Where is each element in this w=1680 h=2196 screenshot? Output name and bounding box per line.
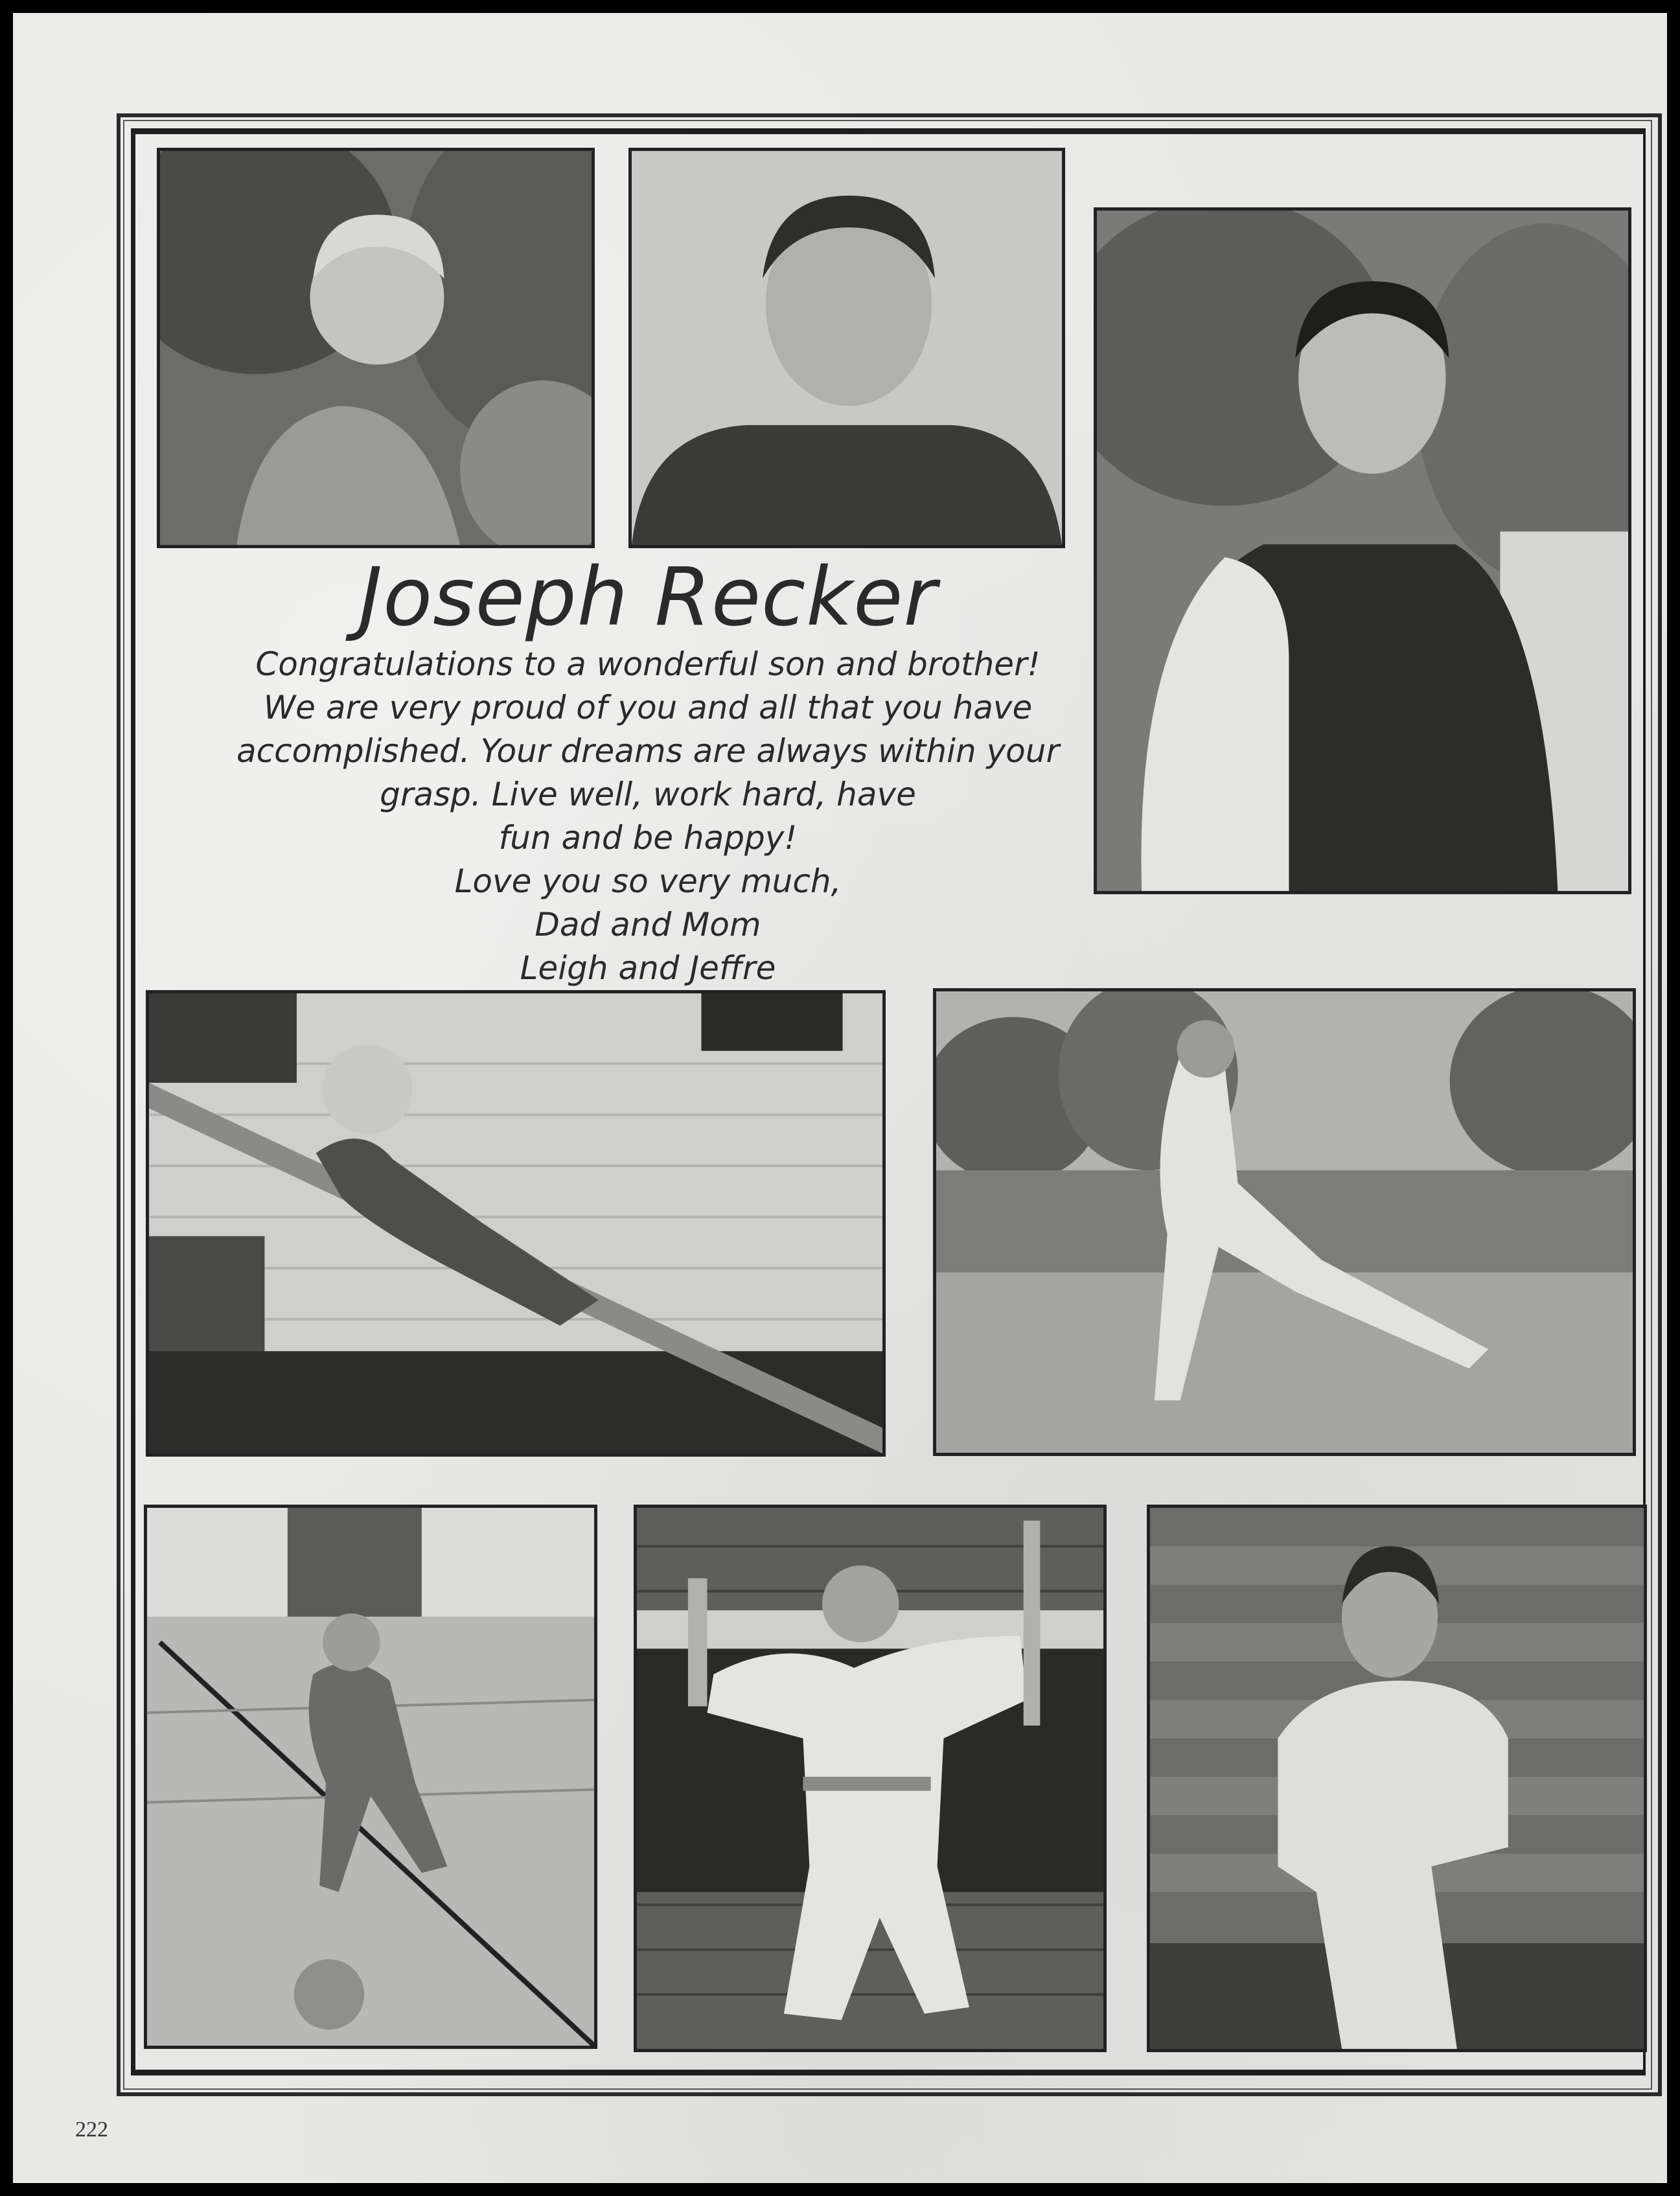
photo-letterman-jacket bbox=[1094, 207, 1631, 894]
yearbook-page bbox=[13, 13, 1667, 2183]
page-number: 222 bbox=[75, 2118, 108, 2142]
message-line: grasp. Live well, work hard, have bbox=[380, 776, 916, 813]
student-name-title: Joseph Recker bbox=[358, 551, 938, 644]
photo-bleachers-jersey bbox=[1147, 1505, 1647, 2052]
photo-toddler-portrait bbox=[157, 148, 595, 548]
photo-baseball-pitcher bbox=[933, 988, 1636, 1456]
photo-child-on-slide bbox=[146, 990, 886, 1457]
dedication-message bbox=[181, 643, 1114, 990]
message-line: Leigh and Jeffre bbox=[520, 949, 776, 987]
message-line: accomplished. Your dreams are always within your bbox=[236, 732, 1060, 770]
message-line: fun and be happy! bbox=[498, 819, 798, 857]
photo-basketball-gym bbox=[144, 1505, 597, 2049]
message-line: We are very proud of you and all that you have bbox=[263, 689, 1033, 726]
message-line: Congratulations to a wonderful son and brother! bbox=[255, 645, 1041, 683]
photo-school-portrait bbox=[628, 148, 1065, 548]
message-line: Dad and Mom bbox=[535, 906, 761, 943]
photo-karate-trophies bbox=[634, 1505, 1107, 2052]
message-line: Love you so very much, bbox=[454, 862, 842, 900]
